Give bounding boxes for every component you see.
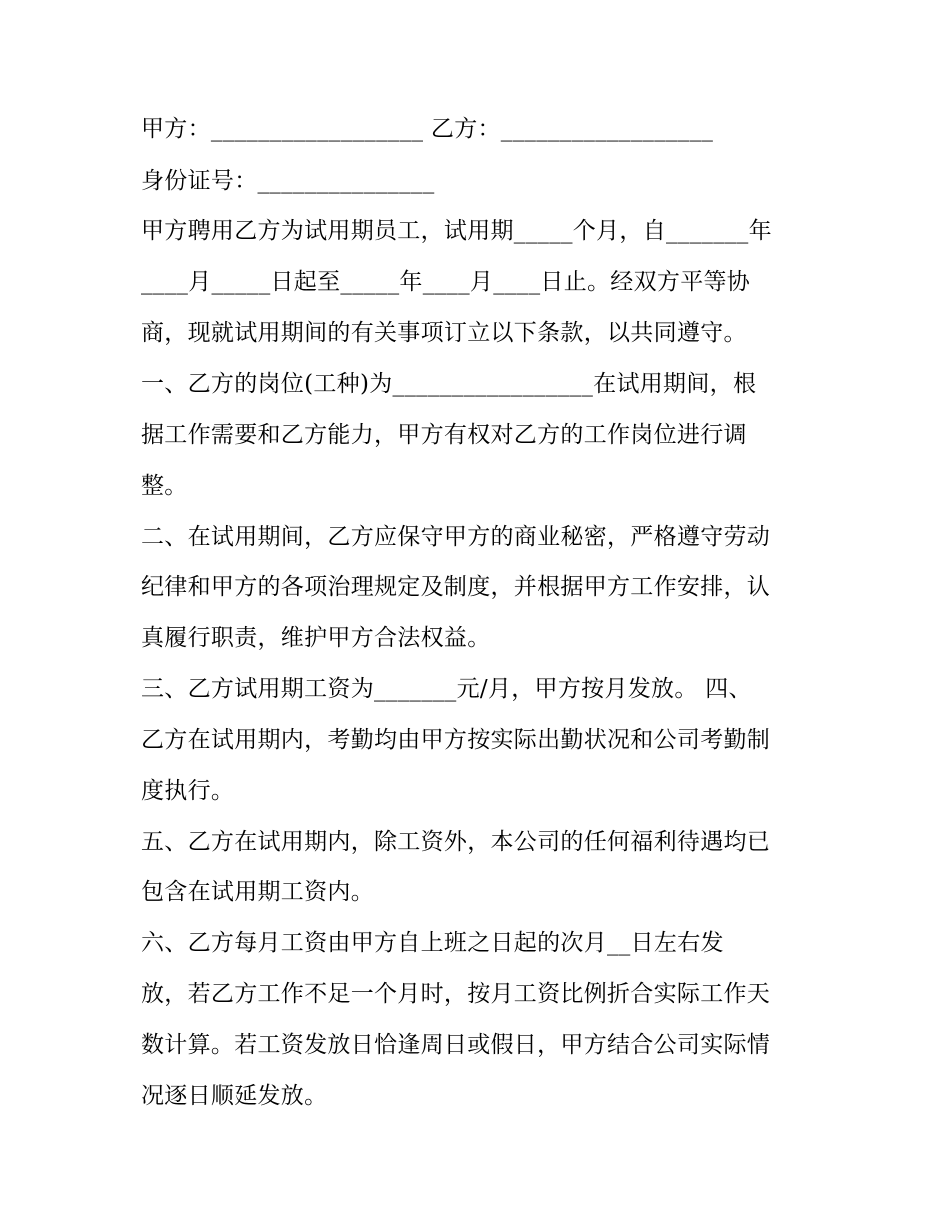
clause-1-line-3: 整。 [141, 473, 188, 499]
clause-6-line-4: 况逐日顺延发放。 [141, 1083, 328, 1109]
clause-2-line-3: 真履行职责，维护甲方合法权益。 [141, 625, 491, 651]
preamble-line-3: 商，现就试用期间的有关事项订立以下条款，以共同遵守。 [141, 320, 747, 346]
clause-5-line-1: 五、乙方在试用期内，除工资外，本公司的任何福利待遇均已 [141, 829, 771, 855]
party-names-line: 甲方：__________________ 乙方：__________________ [141, 116, 714, 142]
clause-5-line-2: 包含在试用期工资内。 [141, 879, 374, 905]
preamble-line-2: ____月_____日起至_____年____月____日止。经双方平等协 [141, 269, 751, 295]
clause-6-line-3: 数计算。若工资发放日恰逢周日或假日，甲方结合公司实际情 [141, 1032, 771, 1058]
clause-1-line-1: 一、乙方的岗位(工种)为_________________在试用期间，根 [141, 371, 757, 397]
id-number-line: 身份证号：_______________ [141, 168, 435, 194]
clause-6-line-1: 六、乙方每月工资由甲方自上班之日起的次月__日左右发 [141, 930, 724, 956]
clause-6-line-2: 放，若乙方工作不足一个月时，按月工资比例折合实际工作天 [141, 981, 771, 1007]
preamble-line-1: 甲方聘用乙方为试用期员工，试用期_____个月，自_______年 [141, 218, 772, 244]
clause-2-line-1: 二、在试用期间，乙方应保守甲方的商业秘密，严格遵守劳动 [141, 524, 771, 550]
clause-2-line-2: 纪律和甲方的各项治理规定及制度，并根据甲方工作安排，认 [141, 574, 771, 600]
clause-3-line-1: 三、乙方试用期工资为_______元/月，甲方按月发放。 四、 [141, 676, 752, 702]
clause-4-line-1: 乙方在试用期内，考勤均由甲方按实际出勤状况和公司考勤制 [141, 727, 771, 753]
clause-1-line-2: 据工作需要和乙方能力，甲方有权对乙方的工作岗位进行调 [141, 422, 747, 448]
clause-4-line-2: 度执行。 [141, 778, 235, 804]
